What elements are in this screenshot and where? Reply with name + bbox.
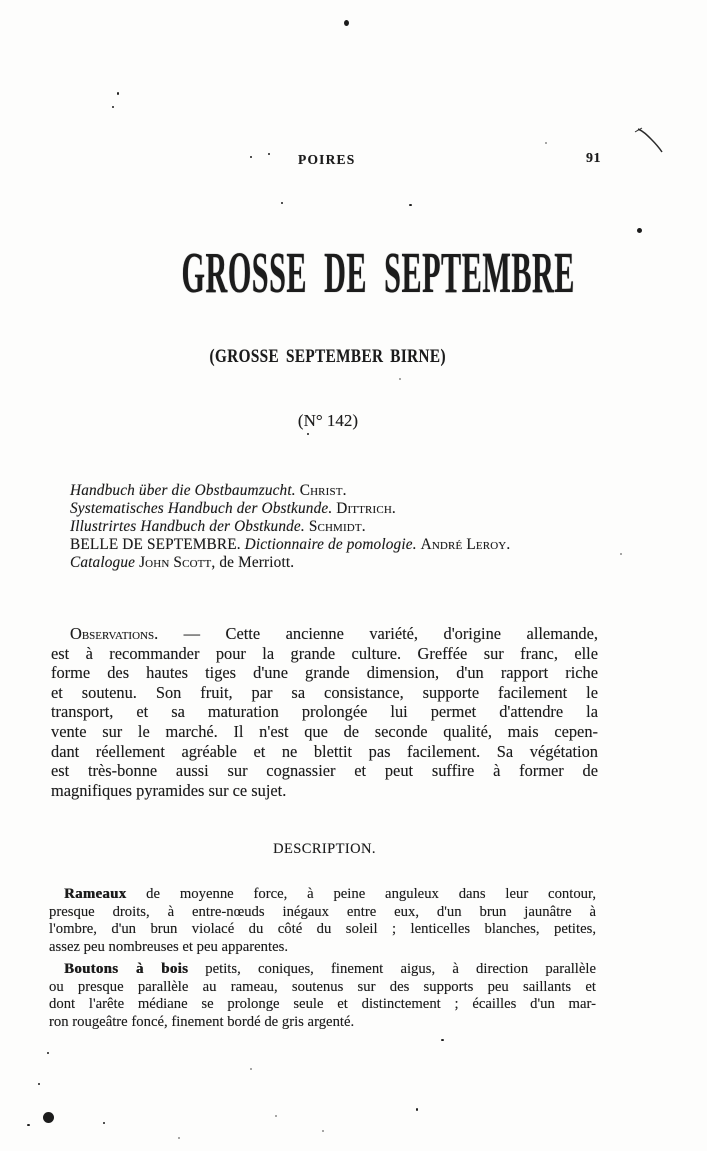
ink-speck (38, 1083, 40, 1085)
ink-speck (322, 1130, 324, 1132)
page-number: 91 (586, 151, 601, 166)
text-line: est très-bonne aussi sur cognassier et peut suffire à former de (51, 761, 598, 781)
text-line: ron rougeâtre foncé, finement bordé de gris argenté. (49, 1014, 355, 1031)
ink-speck (399, 378, 401, 380)
running-title: POIRES (298, 152, 356, 167)
ink-speck (268, 153, 270, 155)
ink-speck (281, 202, 283, 204)
text-line (49, 886, 596, 904)
ink-speck (409, 204, 412, 206)
text-line: presque droits, à entre-nœuds inégaux entre eux, d'un brun jaunâtre à (49, 903, 596, 920)
bib-author: Schmidt. (308, 518, 366, 535)
bib-author: John Scott (139, 554, 212, 571)
text-line: dont l'arête médiane se prolonge seule et distinctement ; écailles d'un mar- (49, 996, 596, 1013)
boutons-lead: Boutons à bois (64, 961, 189, 977)
ink-speck (620, 553, 622, 555)
text-line: ou presque parallèle au rameau, soutenus sur des supports peu saillants et (49, 978, 596, 995)
bib-title: Catalogue (70, 554, 140, 571)
bib-author: Dittrich. (336, 500, 396, 517)
synonym-title (0, 347, 656, 368)
text-line: assez peu nombreuses et peu apparentes. (49, 939, 288, 956)
text-line: dant réellement agréable et ne blettit pas facilement. Sa végétation (51, 741, 598, 761)
variety-title-text: GROSSE DE SEPTEMBRE (181, 240, 575, 305)
description-heading: DESCRIPTION. (273, 841, 376, 857)
pen-mark (634, 126, 666, 156)
bib-title: Systematisches Handbuch der Obstkunde. (70, 500, 337, 517)
bibliography-entry (70, 518, 635, 536)
bib-title: Handbuch über die Obstbaumzucht. (70, 482, 300, 499)
bib-synonym: BELLE DE SEPTEMBRE. (70, 536, 245, 553)
text-line: et soutenu. Son fruit, par sa consistance, supporte facilement le (51, 682, 598, 702)
text-line: l'ombre, d'un brun violacé du côté du soleil ; lenticelles blanches, petites, (49, 921, 596, 938)
bib-place: , de Merriott. (211, 554, 295, 571)
observations-paragraph (51, 624, 598, 800)
ink-speck (250, 156, 252, 158)
bibliography-entry (70, 482, 635, 500)
ink-speck (416, 1108, 418, 1111)
rameaux-paragraph (49, 886, 596, 957)
text-line (51, 624, 598, 644)
text-line: transport, et sa maturation prolongée lui permet d'attendre la (51, 702, 598, 722)
bib-title: Dictionnaire de pomologie. (244, 536, 421, 553)
ink-speck (103, 1122, 105, 1124)
ink-speck (545, 142, 547, 144)
ink-speck (275, 1115, 277, 1117)
ink-speck (117, 92, 119, 95)
ink-speck (307, 433, 309, 435)
text-line: est à recommander pour la grande culture. Greffée sur franc, elle (51, 643, 598, 663)
bib-author: Christ. (299, 482, 347, 499)
ink-speck (344, 20, 349, 26)
text-line: forme des hautes tiges d'une grande dimension, d'un rapport riche (51, 663, 598, 683)
text-line: magnifiques pyramides sur ce sujet. (51, 780, 287, 800)
bibliography-entry (70, 554, 635, 572)
synonym-title-text: (GROSSE SEPTEMBER BIRNE) (209, 346, 447, 367)
text-line (49, 961, 596, 979)
bibliography-entry (70, 500, 635, 518)
observations-lead: Observations. (70, 624, 159, 643)
ink-speck (178, 1137, 180, 1139)
text-run: — Cette ancienne variété, d'origine allemande, (158, 624, 598, 643)
ink-speck (27, 1124, 30, 1126)
bibliography-entry (70, 536, 635, 554)
bib-author: André Leroy. (420, 536, 511, 553)
bib-title: Illustrirtes Handbuch der Obstkunde. (70, 518, 309, 535)
ink-speck (637, 228, 642, 233)
text-line: vente sur le marché. Il n'est que de seconde qualité, mais cepen- (51, 721, 598, 741)
text-run: petits, coniques, finement aigus, à direction parallèle (188, 961, 596, 977)
ink-blot (43, 1112, 54, 1123)
bibliography-list (70, 482, 635, 572)
ink-speck (47, 1052, 49, 1054)
ink-speck (112, 106, 114, 108)
text-run: de moyenne force, à peine anguleux dans leur contour, (126, 886, 596, 902)
ink-speck (441, 1039, 444, 1041)
rameaux-lead: Rameaux (64, 886, 127, 902)
variety-title (0, 240, 654, 305)
ink-speck (250, 1068, 252, 1070)
catalog-number: (N° 142) (297, 411, 359, 430)
boutons-paragraph (49, 961, 596, 1032)
